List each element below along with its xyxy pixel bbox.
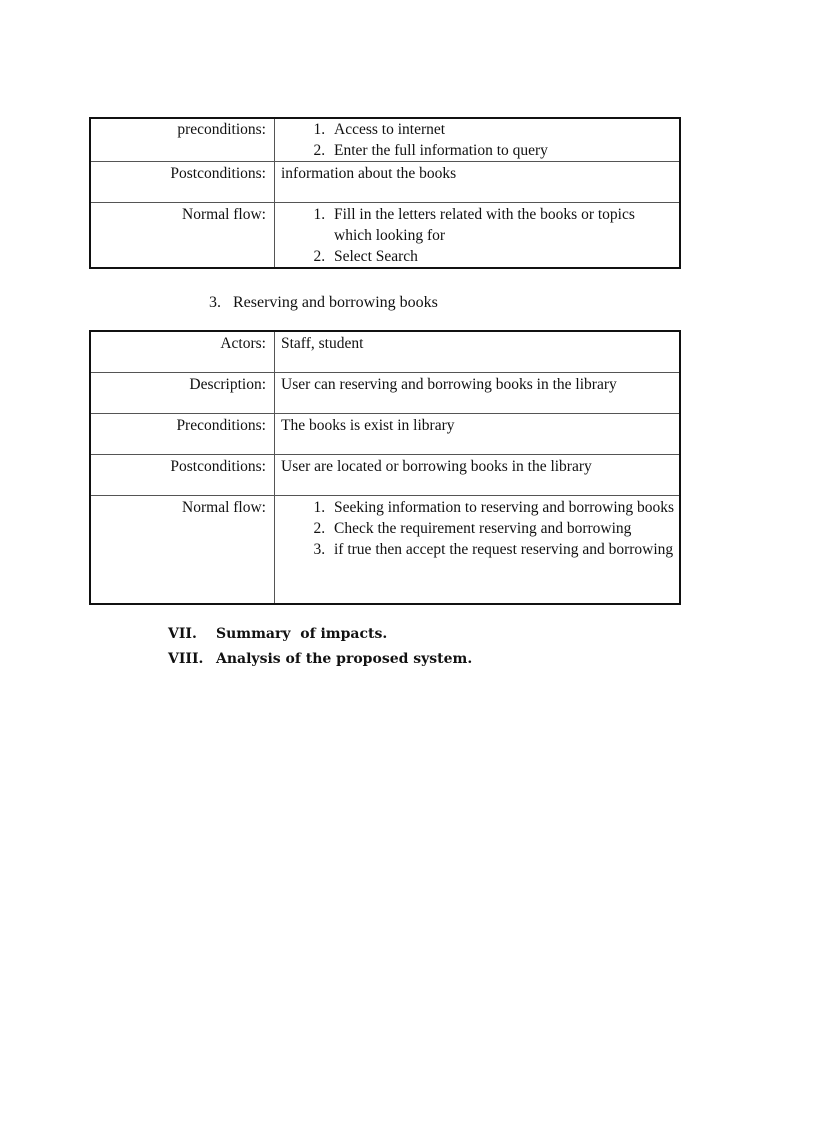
table-row [90, 414, 680, 455]
use-case-table-reserving [89, 330, 681, 605]
row-label: Normal flow: [90, 496, 275, 605]
row-label: preconditions: [90, 118, 275, 162]
use-case-heading [209, 292, 438, 313]
table-row [90, 118, 680, 162]
row-label: Postconditions: [90, 455, 275, 496]
step-item: 3. if true then accept the request reserving and borrowing [329, 539, 675, 560]
row-value [275, 118, 681, 162]
step-item: 2. Enter the full information to query [329, 140, 675, 161]
step-item: 2. Select Search [329, 246, 675, 267]
row-value [275, 496, 681, 605]
row-label: Postconditions: [90, 162, 275, 203]
step-item: 1. Access to internet [329, 119, 675, 140]
row-value: User are located or borrowing books in the library [275, 455, 681, 496]
row-label: Actors: [90, 331, 275, 373]
row-value [275, 203, 681, 269]
table-row [90, 496, 680, 605]
table-row [90, 203, 680, 269]
row-label: Normal flow: [90, 203, 275, 269]
section-title: Summary of impacts. [216, 626, 388, 642]
table-row [90, 455, 680, 496]
section-heading-vii [168, 624, 387, 644]
row-value: Staff, student [275, 331, 681, 373]
heading-number: 3. [209, 294, 221, 311]
step-list [281, 204, 675, 267]
table-row [90, 331, 680, 373]
row-value: The books is exist in library [275, 414, 681, 455]
row-label: Description: [90, 373, 275, 414]
section-number: VII. [168, 626, 197, 642]
step-item: 1. Fill in the letters related with the books or topics which looking for [329, 204, 675, 246]
step-item: 2. Check the requirement reserving and borrowing [329, 518, 675, 539]
step-list [281, 497, 675, 560]
section-number: VIII. [168, 651, 204, 667]
step-list [281, 119, 675, 161]
section-heading-viii [168, 649, 472, 669]
row-value: information about the books [275, 162, 681, 203]
table-row [90, 373, 680, 414]
section-title: Analysis of the proposed system. [216, 651, 473, 667]
use-case-table-search [89, 117, 681, 269]
row-label: Preconditions: [90, 414, 275, 455]
table-row [90, 162, 680, 203]
row-value: User can reserving and borrowing books in the library [275, 373, 681, 414]
heading-text: Reserving and borrowing books [233, 294, 438, 311]
step-item: 1. Seeking information to reserving and borrowing books [329, 497, 675, 518]
